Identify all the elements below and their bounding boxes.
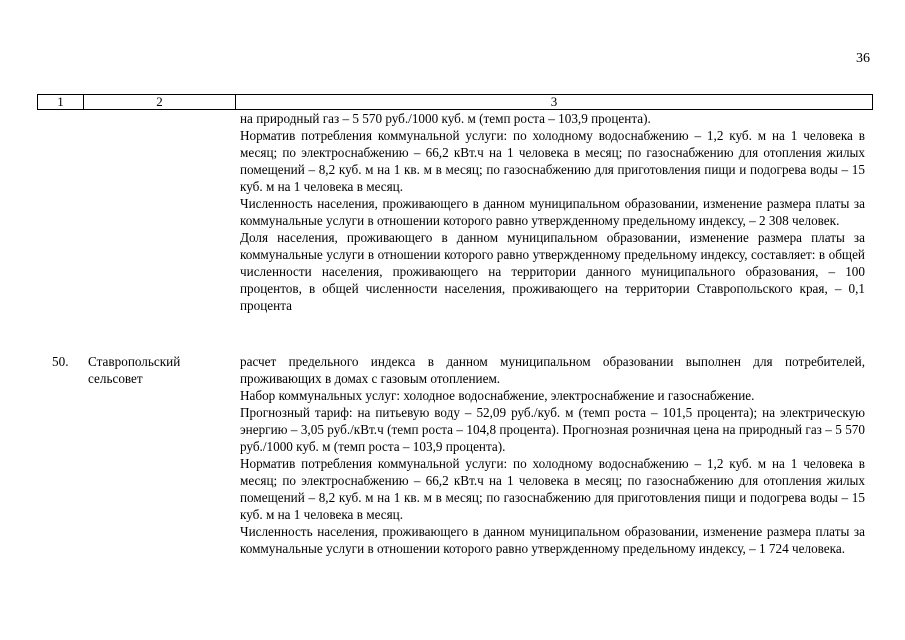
table-column-header bbox=[37, 94, 873, 110]
row-50-content bbox=[240, 353, 865, 557]
paragraph: на природный газ – 5 570 руб./1000 куб. м (темп роста – 103,9 процента). bbox=[240, 111, 651, 126]
paragraph: Прогнозный тариф: на питьевую воду – 52,09 руб./куб. м (темп роста – 101,5 процента); на электрическую энергию – 3,05 руб./кВт.ч (темп роста – 104,8 процента). Прогнозная розничная цена на природный газ – 5 570 руб./1000 куб. м (темп роста – 103,9 процента). bbox=[240, 405, 865, 454]
paragraph: расчет предельного индекса в данном муниципальном образовании выполнен для потребителей, проживающих в домах с газовым отоплением. bbox=[240, 354, 865, 386]
paragraph: Доля населения, проживающего в данном муниципальном образовании, изменение размера платы за коммунальные услуги в отношении которого равно утвержденному предельному индексу, составляет: в общей численности населения, проживающего на территории данного муниципального образования, – 100 процентов, в общей численности населения, проживающего на территории Ставропольского края, – 0,1 процента bbox=[240, 230, 865, 313]
paragraph: Норматив потребления коммунальной услуги: по холодному водоснабжению – 1,2 куб. м на 1 человека в месяц; по электроснабжению – 66,2 кВт.ч на 1 человека в месяц; по газоснабжению для отопления жилых помещений – 8,2 куб. м на 1 кв. м в месяц; по газоснабжению для приготовления пищи и подогрева воды – 15 куб. м на 1 человека в месяц. bbox=[240, 456, 865, 522]
paragraph: Численность населения, проживающего в данном муниципальном образовании, изменение размера платы за коммунальные услуги в отношении которого равно утвержденному предельному индексу, – 2 308 человек. bbox=[240, 196, 865, 228]
column-number-3: 3 bbox=[235, 95, 872, 109]
municipality-name: Ставропольский сельсовет bbox=[88, 354, 181, 386]
paragraph: Норматив потребления коммунальной услуги: по холодному водоснабжению – 1,2 куб. м на 1 человека в месяц; по электроснабжению – 66,2 кВт.ч на 1 человека в месяц; по газоснабжению для отопления жилых помещений – 8,2 куб. м на 1 кв. м в месяц; по газоснабжению для приготовления пищи и подогрева воды – 15 куб. м на 1 человека в месяц. bbox=[240, 128, 865, 194]
paragraph: Численность населения, проживающего в данном муниципальном образовании, изменение размера платы за коммунальные услуги в отношении которого равно утвержденному предельному индексу, – 1 724 человека. bbox=[240, 524, 865, 556]
column-number-1: 1 bbox=[57, 94, 64, 109]
column-number-2: 2 bbox=[83, 95, 235, 109]
page-number: 36 bbox=[856, 51, 870, 66]
continuation-block bbox=[240, 110, 865, 314]
paragraph: Набор коммунальных услуг: холодное водоснабжение, электроснабжение и газоснабжение. bbox=[240, 388, 755, 403]
row-number: 50. bbox=[52, 354, 69, 369]
